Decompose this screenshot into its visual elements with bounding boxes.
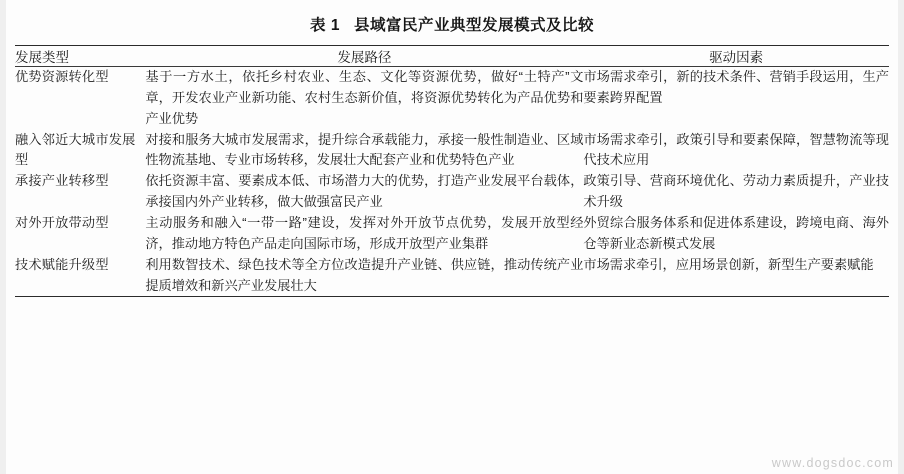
- header-row: [15, 46, 889, 67]
- cell-path: 对接和服务大城市发展需求，提升综合承载能力，承接一般性制造业、区域性物流基地、专业市场转移，发展壮大配套产业和优势特色产业: [145, 131, 584, 168]
- cell-type: 融入邻近大城市发展型: [15, 131, 136, 168]
- watermark: www.dogsdoc.com: [771, 456, 894, 470]
- cell-drivers: 市场需求牵引，新的技术条件、营销手段运用，生产要素跨界配置: [583, 69, 889, 105]
- cell-path: 利用数智技术、绿色技术等全方位改造提升产业链、供应链，推动传统产业提质增效和新兴产业发展壮大: [145, 256, 584, 293]
- cell-drivers: 市场需求牵引，应用场景创新，新型生产要素赋能: [583, 256, 874, 272]
- cell-drivers: 外贸综合服务体系和促进体系建设，跨境电商、海外仓等新业态新模式发展: [583, 215, 889, 251]
- table-row: [15, 255, 889, 297]
- cell-type: 对外开放带动型: [15, 215, 109, 231]
- cell-type: 承接产业转移型: [15, 173, 109, 189]
- table-title: 县域富民产业典型发展模式及比较: [353, 17, 594, 34]
- cell-drivers: 政策引导、营商环境优化、劳动力素质提升，产业技术升级: [583, 173, 889, 210]
- page-edge-right: [898, 0, 904, 474]
- column-header-type: 发展类型: [15, 50, 69, 65]
- table-row: [15, 171, 889, 213]
- rule-bottom: [15, 297, 889, 298]
- cell-path: 基于一方水土，依托乡村农业、生态、文化等资源优势，做好“土特产”文章，开发农业产业新功能、农村生态新价值，将资源优势转化为产品优势和产业优势: [145, 69, 584, 126]
- cell-type: 技术赋能升级型: [15, 256, 109, 272]
- cell-path: 主动服务和融入“一带一路”建设，发挥对外开放节点优势，发展开放型经济，推动地方特色产品走向国际市场，形成开放型产业集群: [145, 215, 584, 251]
- cell-type: 优势资源转化型: [15, 69, 109, 84]
- table-row: [15, 67, 889, 130]
- column-header-path: 发展路径: [337, 50, 392, 65]
- table-caption: [0, 0, 904, 45]
- cell-path: 依托资源丰富、要素成本低、市场潜力大的优势，打造产业发展平台载体，承接国内外产业转移，做大做强富民产业: [145, 173, 584, 210]
- table-row: [15, 213, 889, 255]
- table-header: [15, 46, 889, 68]
- comparison-table: [15, 45, 889, 297]
- table-number: 表 1: [310, 17, 340, 34]
- table-row: [15, 130, 889, 172]
- page-edge-left: [0, 0, 6, 474]
- table-body: [15, 67, 889, 297]
- cell-drivers: 市场需求牵引，政策引导和要素保障，智慧物流等现代技术应用: [583, 131, 889, 168]
- column-header-drivers: 驱动因素: [709, 50, 764, 65]
